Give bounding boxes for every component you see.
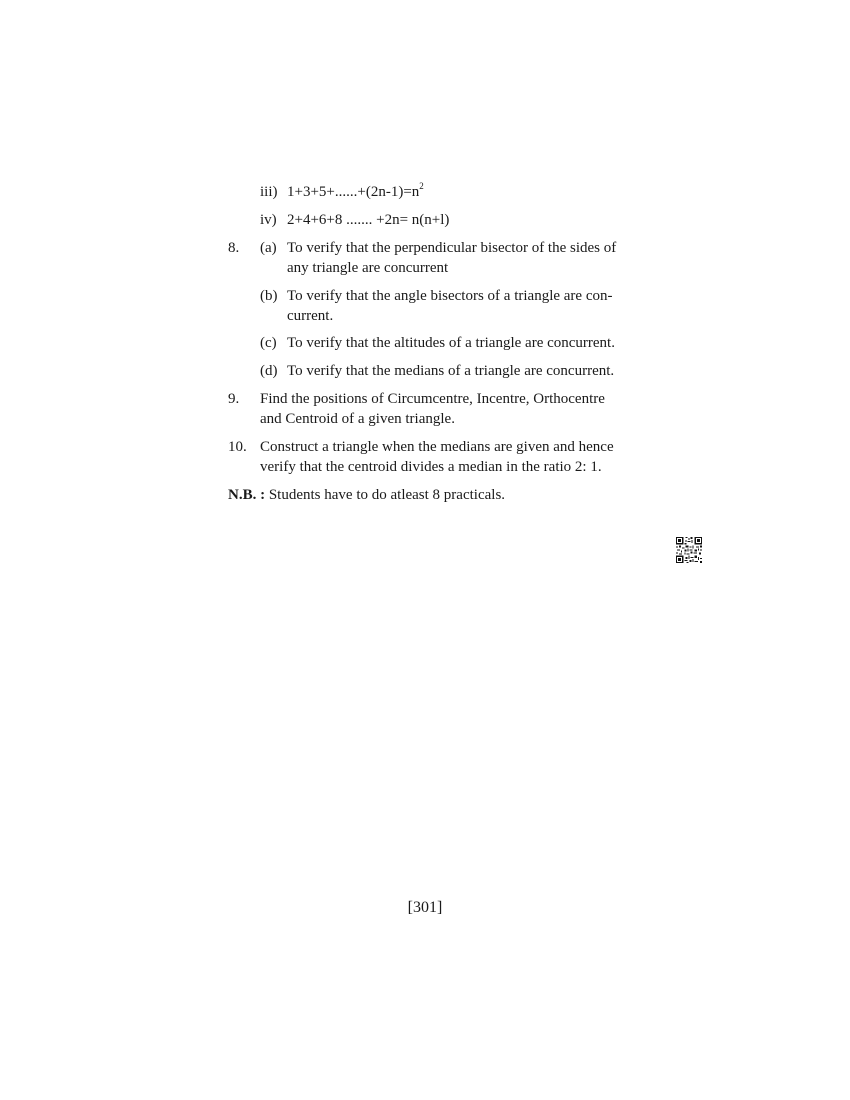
text-line: To verify that the perpendicular bisector of the sides of: [287, 240, 617, 256]
item-text: [287, 286, 632, 326]
text-line: verify that the centroid divides a median in the ratio 2: 1.: [260, 459, 602, 475]
note-text: Students have to do atleast 8 practicals.: [268, 487, 506, 503]
item-label: iii): [260, 184, 278, 200]
item-label: (d): [260, 363, 278, 379]
item-text: To verify that the medians of a triangle are concurrent.: [287, 363, 615, 379]
item-text: [287, 182, 632, 202]
note-label: N.B. :: [228, 487, 266, 503]
text-line: any triangle are concurrent: [287, 260, 449, 276]
text-line: To verify that the angle bisectors of a triangle are con-: [287, 288, 613, 304]
item-label: (b): [260, 288, 278, 304]
formula-text: 1+3+5+......+(2n-1)=n: [287, 184, 420, 200]
text-line: and Centroid of a given triangle.: [260, 411, 455, 427]
text-line: Construct a triangle when the medians are given and hence: [260, 439, 614, 455]
item-text: To verify that the altitudes of a triangle are concurrent.: [287, 335, 615, 351]
item-text: [260, 389, 645, 429]
item-number: 8.: [228, 240, 240, 256]
exponent: 2: [419, 181, 424, 191]
text-line: current.: [287, 308, 334, 324]
item-text: [287, 238, 632, 278]
item-label: (a): [260, 240, 277, 256]
qr-code-icon: [676, 537, 702, 563]
page-number: [301]: [407, 899, 443, 916]
item-label: (c): [260, 335, 277, 351]
text-line: Find the positions of Circumcentre, Incentre, Orthocentre: [260, 391, 605, 407]
item-number: 9.: [228, 391, 240, 407]
note: [228, 485, 648, 505]
item-text: [260, 437, 645, 477]
item-number: 10.: [228, 439, 247, 455]
item-label: iv): [260, 212, 277, 228]
item-text: 2+4+6+8 ....... +2n= n(n+l): [287, 212, 450, 228]
